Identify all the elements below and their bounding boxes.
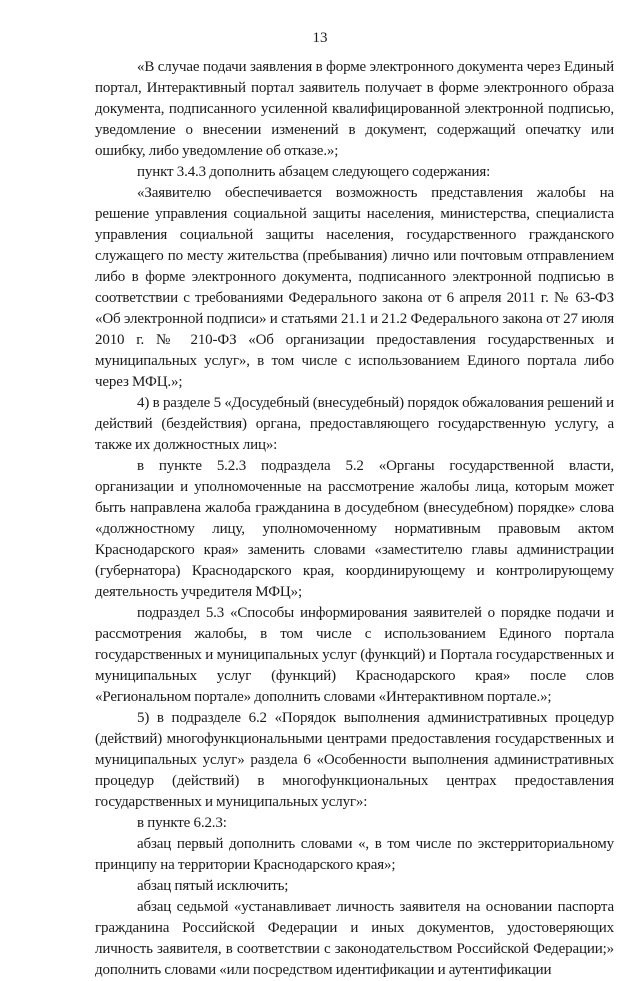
paragraph-notice-electronic-form: «В случае подачи заявления в форме электронного документа через Единый портал, Интерактивный портал заявитель получает в форме электронного образа документа, подписанного усиленной квалифицированной электронной подписью, уведомление о внесении изменений в документ, содержащий опечатку или ошибку, либо уведомление об отказе.»; <box>95 59 614 159</box>
paragraph-first-abzac: абзац первый дополнить словами «, в том числе по экстерриториальному принципу на территории Краснодарского края»; <box>95 836 614 873</box>
paragraph-section-5: 4) в разделе 5 «Досудебный (внесудебный) порядок обжалования решений и действий (бездействия) органа, предоставляющего государственную услугу, а также их должностных лиц»: <box>95 395 614 453</box>
paragraph-subsection-5-3: подраздел 5.3 «Способы информирования заявителей о порядке подачи и рассмотрения жалобы, в том числе с использованием Единого портала государственных и муниципальных услуг (функций) и Портала государственных и муниципальных услуг (функций) Краснодарского края» после слов «Региональном портале» дополнить словами «Интерактивном портале.»; <box>95 605 614 705</box>
paragraph-complaint-right: «Заявителю обеспечивается возможность представления жалобы на решение управления социальной защиты населения, министерства, специалиста управления социальной защиты населения, государственного гражданского служащего по месту жительства (пребывания) лично или почтовым отправлением либо в форме электронного документа, подписанного электронной подписью в соответствии с требованиями Федерального закона от 6 апреля 2011 г. № 63-ФЗ «Об электронной подписи» и статьями 21.1 и 21.2 Федерального закона от 27 июля 2010 г. № 210-ФЗ «Об организации предоставления государственных и муниципальных услуг», в том числе с использованием Единого портала либо через МФЦ.»; <box>95 185 614 390</box>
paragraph-item-6-2-3: в пункте 6.2.3: <box>137 815 227 831</box>
paragraph-fifth-abzac: абзац пятый исключить; <box>137 878 289 894</box>
paragraph-subsection-6-2: 5) в подразделе 6.2 «Порядок выполнения административных процедур (действий) многофункциональными центрами предоставления государственных и муниципальных услуг» раздела 6 «Особенности выполнения административных процедур (действий) в многофункциональных центрах предоставления государственных и муниципальных услуг»: <box>95 710 614 810</box>
paragraph-item-5-2-3: в пункте 5.2.3 подраздела 5.2 «Органы государственной власти, организации и уполномоченные на рассмотрение жалобы лица, которым может быть направлена жалоба гражданина в досудебном (внесудебном) порядке» слова «должностному лицу, уполномоченному нормативным правовым актом Краснодарского края» заменить словами «заместителю главы администрации (губернатора) Краснодарского края, координирующему и контролирующему деятельность учредителя МФЦ»; <box>95 458 614 600</box>
paragraph-seventh-abzac: абзац седьмой «устанавливает личность заявителя на основании паспорта гражданина Российской Федерации и иных документов, удостоверяющих личность заявителя, в соответствии с законодательством Российской Федерации;» дополнить словами «или посредством идентификации и аутентификации <box>95 899 614 978</box>
page-number: 13 <box>312 30 328 46</box>
paragraph-item-3-4-3: пункт 3.4.3 дополнить абзацем следующего содержания: <box>137 164 491 180</box>
document-body <box>95 57 614 981</box>
